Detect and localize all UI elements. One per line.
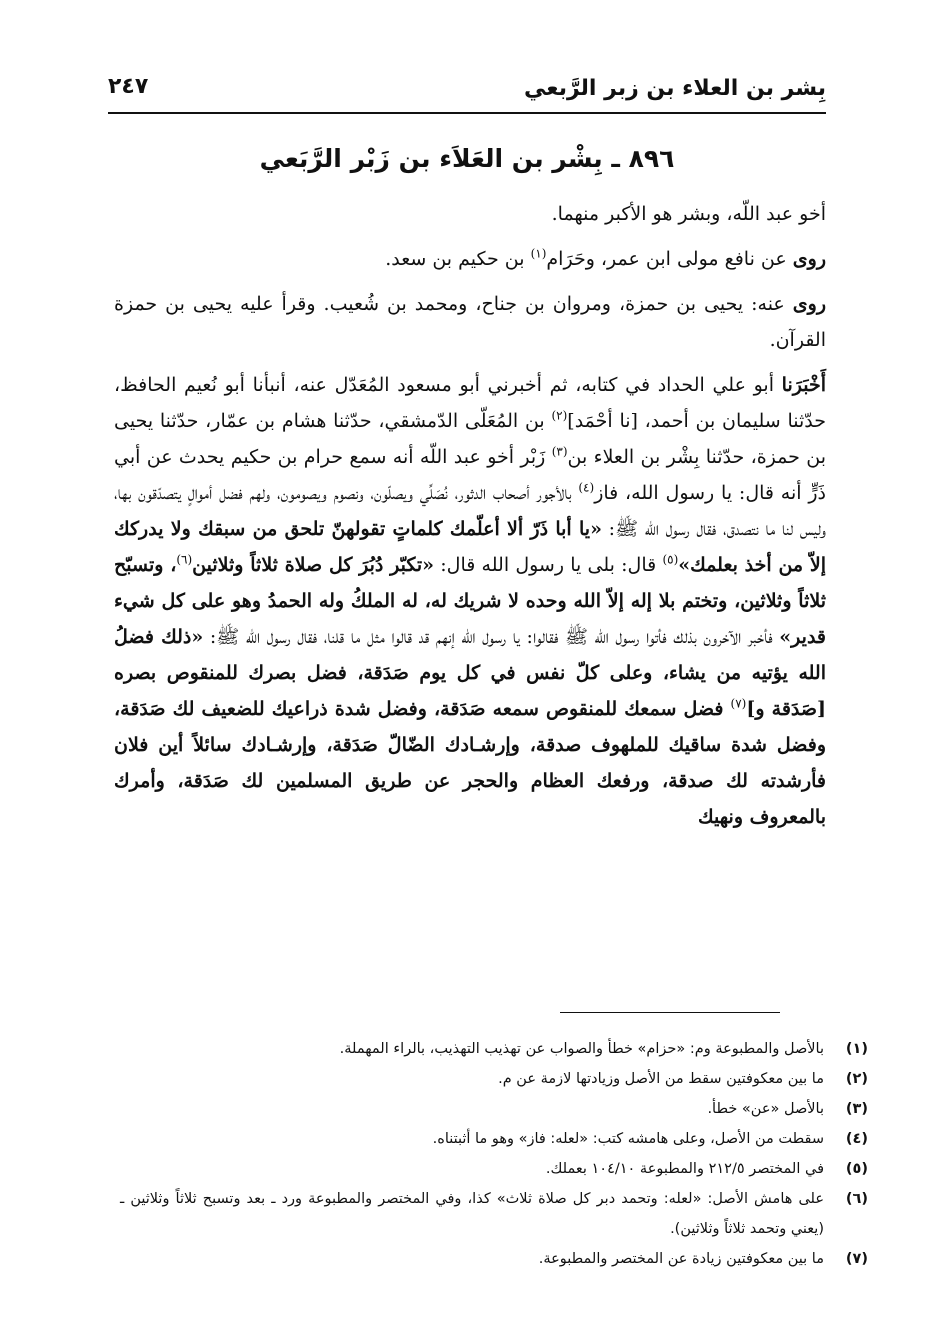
footnote-number: (٥)	[845, 1161, 868, 1177]
footnote-text: ما بين معكوفتين زيادة عن المختصر والمطبوعة.	[538, 1251, 824, 1267]
footnote	[120, 1064, 868, 1094]
paragraph-2-lead: روى	[792, 248, 826, 270]
footnote-number: (٧)	[845, 1251, 868, 1267]
paragraph-4-text-a: أبو علي الحداد في كتابه، ثم أخبرني أبو مسعود المُعَدّل عنه، أنبأنا أبو نُعيم الحافظ، حدّثنا سليمان بن أحمد، [نا أحْمَد]	[114, 374, 826, 432]
paragraph-4-text-d: بالأجور أصحاب الدثور، نُصَلِّي ويصلّون، ونصوم ويصومون، ولهم فضل أموالٍ يتصدّقون بها، وليس لنا ما نتصدق، فقال رسول الله ﷺ:	[114, 482, 826, 540]
footnote-number: (٣)	[845, 1101, 868, 1117]
page-header	[108, 72, 826, 114]
footnote	[120, 1184, 868, 1244]
paragraph-3-text: عنه: يحيى بن حمزة، ومروان بن جناح، ومحمد بن شُعيب. وقرأ عليه يحيى بن حمزة القرآن.	[114, 293, 826, 351]
paragraph-3	[114, 286, 826, 358]
paragraph-4-text-b: بن المُعَلّى الدّمشقي، حدّثنا هشام بن عمّار، حدّثنا يحيى بن حمزة، حدّثنا بِشْر بن العلاء بن	[114, 410, 827, 468]
paragraph-4	[114, 367, 826, 835]
footnote	[120, 1094, 868, 1124]
footnote	[120, 1034, 868, 1064]
paragraph-2-text-b: بن حكيم بن سعد.	[385, 248, 531, 270]
footnote-text: ما بين معكوفتين سقط من الأصل وزيادتها لازمة عن م.	[498, 1071, 824, 1087]
paragraph-4-text-i: فأخبر الآخرون بذلك فأتوا رسول الله ﷺ فقالوا: يا رسول الله إنهم قد قالوا مثل ما قلنا، فقال رسول الله ﷺ:	[203, 626, 780, 648]
paragraph-2-text-a: عن نافع مولى ابن عمر، وحَرَام	[546, 248, 793, 270]
paragraph-4-lead: أَخْبَرَنا	[781, 374, 826, 396]
footnote-text: بالأصل والمطبوعة وم: «حزام» خطأ والصواب عن تهذيب التهذيب، بالراء المهملة.	[339, 1041, 824, 1057]
hadith-quote-3a: «ذلك فضلُ الله يؤتيه من يشاء، وعلى كلّ نفس في كل يوم صَدَقة، فضل بصرك للمنقوص بصره [صَدَقة و]	[114, 626, 826, 720]
entry-body	[114, 196, 826, 844]
paragraph-1	[114, 196, 826, 232]
footnote-text: بالأصل «عن» خطأ.	[707, 1101, 824, 1117]
footnote-ref-3: (٣)	[551, 444, 568, 459]
footnote	[120, 1244, 868, 1274]
footnote-ref-5: (٥)	[662, 552, 679, 567]
hadith-quote-1: «يا أبا ذَرّ ألا أعلّمك كلماتٍ تقولهنّ تلحق من سبقك ولا يدركك إلاّ من أخذ بعلمك»	[114, 518, 827, 576]
footnote-number: (٢)	[845, 1071, 868, 1087]
page-number: ٢٤٧	[108, 74, 149, 99]
entry-title: ٨٩٦ ـ بِشْر بن العَلاَء بن زَبْر الرَّبَعي	[259, 144, 675, 173]
footnote	[120, 1154, 868, 1184]
footnote	[120, 1124, 868, 1154]
paragraph-4-text-f: قال: بلى يا رسول الله قال:	[434, 554, 663, 576]
hadith-quote-2a: «تكبّر دُبُرَ كل صلاة ثلاثاً وثلاثين	[192, 554, 435, 576]
hadith-quote-2b: ، وتسبّح ثلاثاً وثلاثين، وتختم بلا إله إلاّ الله وحده لا شريك له، له الملكُ وله الحمدُ وهو على كل شيء قدير»	[114, 554, 826, 648]
paragraph-2	[114, 241, 826, 277]
paragraph-3-lead: روى	[792, 293, 826, 315]
footnote-ref-1: (١)	[530, 246, 547, 261]
footnote-divider	[560, 1012, 780, 1013]
footnote-number: (١)	[845, 1041, 868, 1057]
footnote-text: في المختصر ٢١٢/٥ والمطبوعة ١٠٤/١٠ بعملك.	[545, 1161, 824, 1177]
paragraph-1-text: أخو عبد اللّه، وبشر هو الأكبر منهما.	[551, 203, 826, 225]
paragraph-4-text-c: زَبْر أخو عبد اللّه أنه سمع حرام بن حكيم يحدث عن أبي ذَرٍّ أنه قال: يا رسول الله، فاز	[114, 446, 826, 504]
footnote-ref-6: (٦)	[176, 552, 193, 567]
hadith-quote-3b: فضل سمعك للمنقوص سمعه صَدَقة، وفضل شدة ذراعيك للضعيف لك صَدَقة، وفضل شدة ساقيك للملهوف صدقة، وإرشـادك الضّالّ صَدَقة، وإرشـادك سائلاً أين فلان فأرشدته لك صدقة، ورفعك العظام والحجر عن طريق المسلمين لك صَدَقة، وأمرك بالمعروف ونهيك	[114, 698, 826, 828]
footnote-text: على هامش الأصل: «لعله: وتحمد دبر كل صلاة ثلاث» كذا، وفي المختصر والمطبوعة ورد ـ بعد وتسبح ثلاثاً وثلاثين ـ (يعني وتحمد ثلاثاً وثلاثين).	[120, 1191, 824, 1237]
footnote-ref-2: (٢)	[551, 408, 568, 423]
footnote-number: (٤)	[845, 1131, 868, 1147]
footnote-ref-7: (٧)	[730, 696, 747, 711]
footnote-text: سقطت من الأصل، وعلى هامشه كتب: «لعله: فاز» وهو ما أثبتناه.	[432, 1131, 824, 1147]
footnote-number: (٦)	[845, 1191, 868, 1207]
footnotes	[120, 1034, 868, 1274]
running-title: بِشر بن العلاء بن زبر الرَّبعي	[524, 76, 826, 101]
footnote-ref-4: (٤)	[578, 480, 595, 495]
